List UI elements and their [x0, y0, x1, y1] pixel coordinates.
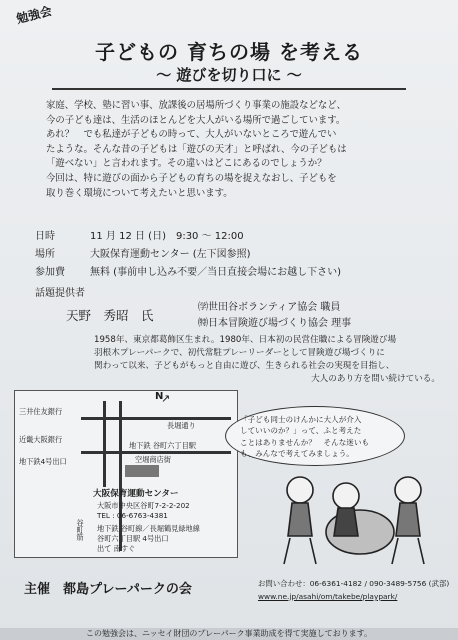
map-road [103, 401, 106, 487]
intro-line: たような。そんな昔の子どもは「遊びの天才」と呼ばれ、今の子どもは [46, 143, 347, 155]
map-address: 大阪市中央区谷町7-2-2-202 [97, 501, 190, 510]
title-divider [52, 88, 406, 90]
bio-line: 羽根木プレーパークで、初代常駐プレーリーダーとして冒険遊び場づくりに [94, 348, 385, 358]
bio-line: 関わって以来、子どもがもっと自由に遊び、生きられる社会の実現を目指し、 [94, 361, 395, 371]
child-head [395, 477, 421, 503]
children-quarrel-illustration [260, 466, 450, 570]
child-head [333, 483, 359, 509]
intro-line: 取り巻く環境について考えたいと思います。 [46, 187, 233, 199]
fee-value: 無料 (事前申し込み不要／当日直接会場にお越し下さい) [90, 267, 341, 278]
access-map [14, 390, 238, 558]
bubble-text [240, 414, 400, 460]
date-label: 日時 [35, 231, 55, 242]
bio-line: 大人のあり方を問い続けている。 [311, 374, 440, 384]
fee-label: 参加費 [35, 267, 65, 278]
map-label: 谷町筋 [76, 519, 85, 541]
intro-line: 家庭、学校、塾に習い事、放課後の居場所づくり事業の施設などなど、 [46, 100, 347, 111]
venue-value: 大阪保育運動センター (左下図参照) [90, 249, 251, 260]
bubble-line: ことはありませんか？ そんな迷いも [240, 437, 370, 447]
footer-text: この勉強会は、ニッセイ財団のプレーパーク事業助成を得て実施しております。 [85, 629, 373, 638]
bubble-line: も、みんなで考えてみましょう。 [240, 449, 354, 459]
north-arrow-icon: ↗ [161, 392, 171, 405]
bubble-line: していいのか？」って、ふと考えた [240, 426, 362, 436]
intro-line: あれ？ でも私達が子どもの時って、大人がいないところで遊んでい [46, 129, 337, 141]
speaker-bio [94, 334, 440, 386]
child-body [334, 508, 358, 536]
speaker-label: 話題提供者 [35, 288, 85, 299]
child-head [287, 477, 313, 503]
footer-bar [0, 628, 458, 640]
bio-line: 1958年、東京都葛飾区生まれ。1980年、日本初の民営住職による冒険遊び場 [94, 335, 397, 345]
map-address: 地下鉄 谷町線／長堀鶴見緑地線 [97, 524, 200, 533]
map-label: 三井住友銀行 [19, 407, 63, 416]
speaker-name: 天野 秀昭 氏 [66, 308, 154, 323]
speaker-affiliation: ㈻世田谷ボランティア協会 職員 [198, 302, 341, 313]
map-venue: 大阪保育運動センター [93, 489, 179, 499]
intro-line: 「遊べない」と言われます。その違いはどこにあるのでしょうか？ [46, 158, 327, 170]
organizer-name: 都島プレーパークの会 [63, 582, 192, 597]
north-marker: N [155, 391, 164, 402]
contact-phone: お問い合わせ：06-6361-4182 / 090-3489-5756 (武部) [258, 579, 450, 588]
intro-line: 今回は、特に遊びの面から子どもの育ちの場を捉えなおし、子どもを [46, 172, 337, 184]
child-body [288, 503, 312, 536]
organizer [24, 578, 192, 597]
date-value: 11 月 12 日 (日) 9:30 〜 12:00 [90, 231, 244, 242]
venue-label: 場所 [35, 249, 55, 260]
map-label: 空堀商店街 [135, 455, 171, 464]
flyer-title: 子どもの 育ちの場 を考える [95, 40, 363, 64]
organizer-label: 主催 [24, 582, 51, 597]
map-label: 長堀通り [167, 421, 196, 430]
intro-line: 今の子ども達は、生活のほとんどを大人がいる場所で過ごしています。 [46, 114, 346, 126]
map-label: 地下鉄 谷町六丁目駅 [129, 441, 196, 450]
map-address: 谷町六丁目駅 4号出口 [97, 534, 169, 543]
child-body [396, 503, 420, 536]
map-label: 地下鉄4号出口 [19, 457, 67, 466]
bubble-line: 「子ども同士のけんかに大人が介入 [240, 415, 362, 424]
speaker-affiliation: ㈵日本冒険遊び場づくり協会 理事 [198, 318, 352, 329]
event-tag: 勉強会 [14, 3, 54, 27]
intro-paragraph [46, 99, 426, 201]
map-address: 出て 南すぐ [97, 544, 136, 553]
map-label: 近畿大阪銀行 [19, 435, 63, 444]
map-address: TEL : 06-6763-4381 [97, 511, 168, 520]
flyer-subtitle: 〜 遊びを切り口に 〜 [156, 66, 302, 84]
venue-building [125, 465, 159, 477]
contact-url[interactable]: www.ne.jp/asahi/om/takebe/playpark/ [258, 592, 398, 601]
